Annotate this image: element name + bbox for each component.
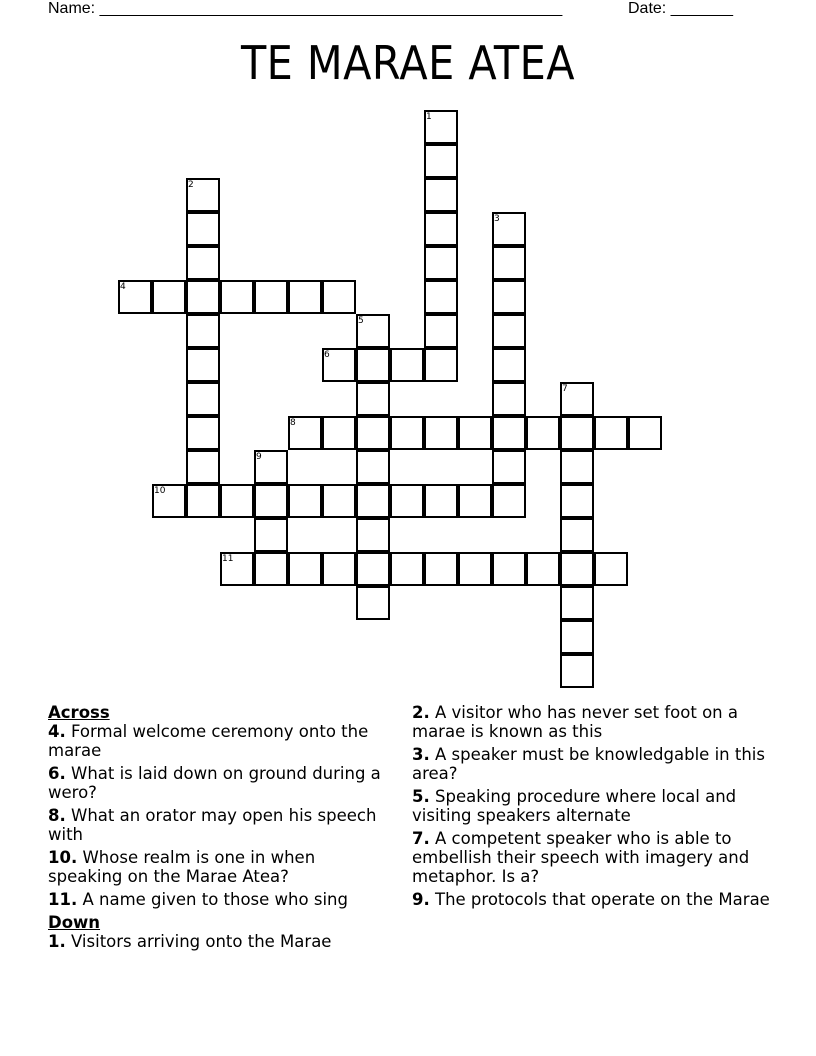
down-clue-list	[412, 703, 777, 909]
grid-cell[interactable]	[560, 654, 594, 688]
grid-cell[interactable]	[492, 280, 526, 314]
cell-number: 7	[562, 384, 568, 394]
across-clue	[48, 764, 393, 802]
down-clue	[412, 829, 777, 886]
grid-cell[interactable]	[560, 484, 594, 518]
across-clue	[48, 848, 393, 886]
grid-cell[interactable]	[322, 416, 356, 450]
grid-cell[interactable]	[220, 280, 254, 314]
grid-cell[interactable]	[186, 348, 220, 382]
cell-number: 8	[290, 418, 296, 428]
clue-text: Visitors arriving onto the Marae	[71, 932, 332, 951]
clue-number: 11.	[48, 890, 78, 909]
grid-cell[interactable]	[390, 348, 424, 382]
across-clue	[48, 890, 393, 909]
clue-text: Whose realm is one in when speaking on the Marae Atea?	[48, 848, 316, 886]
grid-cell[interactable]	[186, 416, 220, 450]
grid-cell[interactable]	[220, 484, 254, 518]
grid-cell[interactable]	[424, 212, 458, 246]
grid-cell[interactable]	[390, 552, 424, 586]
down-clue	[412, 745, 777, 783]
grid-cell[interactable]	[356, 518, 390, 552]
cell-number: 11	[222, 554, 234, 564]
clue-number: 3.	[412, 745, 430, 764]
grid-cell[interactable]	[390, 416, 424, 450]
clue-number: 4.	[48, 722, 66, 741]
grid-cell[interactable]	[390, 484, 424, 518]
grid-cell[interactable]	[492, 348, 526, 382]
grid-cell[interactable]	[356, 552, 390, 586]
grid-cell[interactable]	[322, 484, 356, 518]
grid-cell[interactable]	[492, 314, 526, 348]
grid-cell[interactable]	[356, 348, 390, 382]
grid-cell[interactable]	[560, 586, 594, 620]
grid-cell[interactable]	[526, 552, 560, 586]
cell-number: 4	[120, 282, 126, 292]
name-field[interactable]: Name: ____________________________________________________	[48, 0, 563, 17]
clue-number: 1.	[48, 932, 66, 951]
grid-cell[interactable]	[492, 552, 526, 586]
grid-cell[interactable]	[186, 280, 220, 314]
grid-cell[interactable]	[186, 246, 220, 280]
grid-cell[interactable]	[424, 552, 458, 586]
clue-text: A speaker must be knowledgable in this area?	[412, 745, 765, 783]
grid-cell[interactable]	[254, 280, 288, 314]
grid-cell[interactable]	[594, 552, 628, 586]
grid-cell[interactable]	[356, 450, 390, 484]
grid-cell[interactable]	[492, 484, 526, 518]
clue-text: What an orator may open his speech with	[48, 806, 377, 844]
clue-text: A name given to those who sing	[82, 890, 348, 909]
grid-cell[interactable]	[186, 212, 220, 246]
clue-number: 9.	[412, 890, 430, 909]
grid-cell[interactable]	[288, 552, 322, 586]
across-clue-list	[48, 722, 393, 909]
cell-number: 10	[154, 486, 166, 496]
grid-cell[interactable]	[492, 450, 526, 484]
grid-cell[interactable]	[492, 246, 526, 280]
grid-cell[interactable]	[254, 552, 288, 586]
clue-text: Speaking procedure where local and visiting speakers alternate	[412, 787, 737, 825]
grid-cell[interactable]	[560, 620, 594, 654]
grid-cell[interactable]	[560, 518, 594, 552]
grid-cell[interactable]	[254, 518, 288, 552]
grid-cell[interactable]	[560, 450, 594, 484]
clue-number: 7.	[412, 829, 430, 848]
clue-text: The protocols that operate on the Marae	[435, 890, 770, 909]
clue-number: 2.	[412, 703, 430, 722]
grid-cell[interactable]	[254, 484, 288, 518]
grid-cell[interactable]	[356, 484, 390, 518]
grid-cell[interactable]	[526, 416, 560, 450]
grid-cell[interactable]	[458, 416, 492, 450]
clue-text: A competent speaker who is able to embellish their speech with imagery and metaphor. Is a?	[412, 829, 750, 886]
across-clue	[48, 806, 393, 844]
grid-cell[interactable]	[356, 382, 390, 416]
grid-cell[interactable]	[186, 314, 220, 348]
across-heading: Across	[48, 703, 110, 722]
grid-cell[interactable]	[288, 484, 322, 518]
grid-cell[interactable]	[186, 382, 220, 416]
grid-cell[interactable]	[458, 552, 492, 586]
clue-number: 10.	[48, 848, 78, 867]
grid-cell[interactable]	[424, 246, 458, 280]
clue-text: What is laid down on ground during a wero?	[48, 764, 381, 802]
cell-number: 2	[188, 180, 194, 190]
grid-cell[interactable]	[424, 178, 458, 212]
down-heading: Down	[48, 913, 101, 932]
grid-cell[interactable]	[560, 552, 594, 586]
clues-column-left	[48, 703, 393, 955]
cell-number: 3	[494, 214, 500, 224]
cell-number: 1	[426, 112, 432, 122]
puzzle-title: TE MARAE ATEA	[240, 36, 576, 90]
grid-cell[interactable]	[424, 144, 458, 178]
grid-cell[interactable]	[492, 416, 526, 450]
date-field[interactable]: Date: _______	[628, 0, 733, 17]
grid-cell[interactable]	[322, 280, 356, 314]
cell-number: 5	[358, 316, 364, 326]
grid-cell[interactable]	[186, 484, 220, 518]
down-clue	[412, 703, 777, 741]
grid-cell[interactable]	[288, 280, 322, 314]
grid-cell[interactable]	[594, 416, 628, 450]
grid-cell[interactable]	[492, 382, 526, 416]
cell-number: 6	[324, 350, 330, 360]
grid-cell[interactable]	[356, 416, 390, 450]
cell-number: 9	[256, 452, 262, 462]
grid-cell[interactable]	[458, 484, 492, 518]
grid-cell[interactable]	[424, 416, 458, 450]
clues-column-right	[412, 703, 777, 913]
grid-cell[interactable]	[356, 586, 390, 620]
clue-number: 5.	[412, 787, 430, 806]
down-clue	[412, 787, 777, 825]
clue-text: Formal welcome ceremony onto the marae	[48, 722, 369, 760]
grid-cell[interactable]	[424, 314, 458, 348]
grid-cell[interactable]	[424, 348, 458, 382]
grid-cell[interactable]	[424, 484, 458, 518]
clue-number: 8.	[48, 806, 66, 825]
clue-down-1	[48, 932, 393, 951]
clue-number: 6.	[48, 764, 66, 783]
grid-cell[interactable]	[560, 416, 594, 450]
grid-cell[interactable]	[322, 552, 356, 586]
grid-cell[interactable]	[186, 450, 220, 484]
clue-text: A visitor who has never set foot on a marae is known as this	[412, 703, 738, 741]
grid-cell[interactable]	[628, 416, 662, 450]
grid-cell[interactable]	[152, 280, 186, 314]
grid-cell[interactable]	[424, 280, 458, 314]
across-clue	[48, 722, 393, 760]
down-clue	[412, 890, 777, 909]
